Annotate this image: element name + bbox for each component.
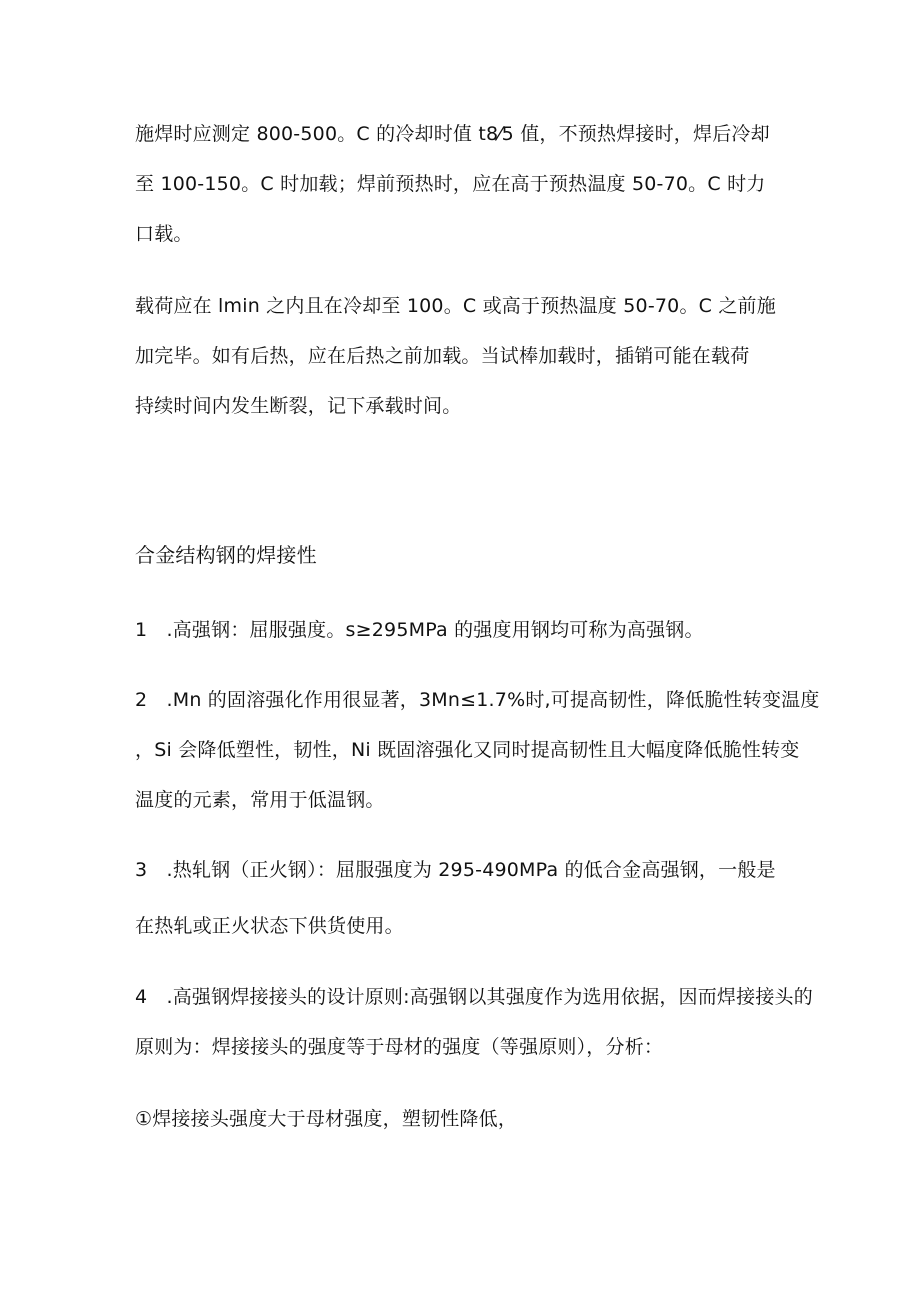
text-line: 1 .高强钢：屈服强度。s≥295MPa 的强度用钢均可称为高强钢。 xyxy=(135,619,704,641)
text-line: 加完毕。如有后热，应在后热之前加载。当试棒加载时，插销可能在载荷 xyxy=(135,345,750,367)
text-line: 至 100-150。C 时加载；焊前预热时，应在高于预热温度 50-70。C 时力 xyxy=(135,173,766,195)
text-line: 口载。 xyxy=(135,223,193,245)
text-line: 施焊时应测定 800-500。C 的冷却时值 t8⁄5 值，不预热焊接时，焊后冷却 xyxy=(135,123,770,145)
text-line: 持续时间内发生断裂，记下承载时间。 xyxy=(135,395,462,417)
text-line: 原则为：焊接接头的强度等于母材的强度（等强原则），分析： xyxy=(135,1036,664,1058)
text-line: 2 .Mn 的固溶强化作用很显著，3Mn≤1.7%时,可提高韧性，降低脆性转变温度 xyxy=(135,689,820,711)
text-line: 3 .热轧钢（正火钢）：屈服强度为 295-490MPa 的低合金高强钢，一般是 xyxy=(135,859,776,881)
text-line: 4 .高强钢焊接接头的设计原则:高强钢以其强度作为选用依据，因而焊接接头的 xyxy=(135,986,813,1008)
section-heading: 合金结构钢的焊接性 xyxy=(135,543,317,567)
text-line: ①焊接接头强度大于母材强度，塑韧性降低， xyxy=(135,1108,518,1130)
text-line: ，Si 会降低塑性，韧性，Ni 既固溶强化又同时提高韧性且大幅度降低脆性转变 xyxy=(135,739,800,761)
text-line: 在热轧或正火状态下供货使用。 xyxy=(135,915,404,937)
text-line: 温度的元素，常用于低温钢。 xyxy=(135,789,385,811)
text-line: 载荷应在 lmin 之内且在冷却至 100。C 或高于预热温度 50-70。C 之前施 xyxy=(135,295,776,317)
